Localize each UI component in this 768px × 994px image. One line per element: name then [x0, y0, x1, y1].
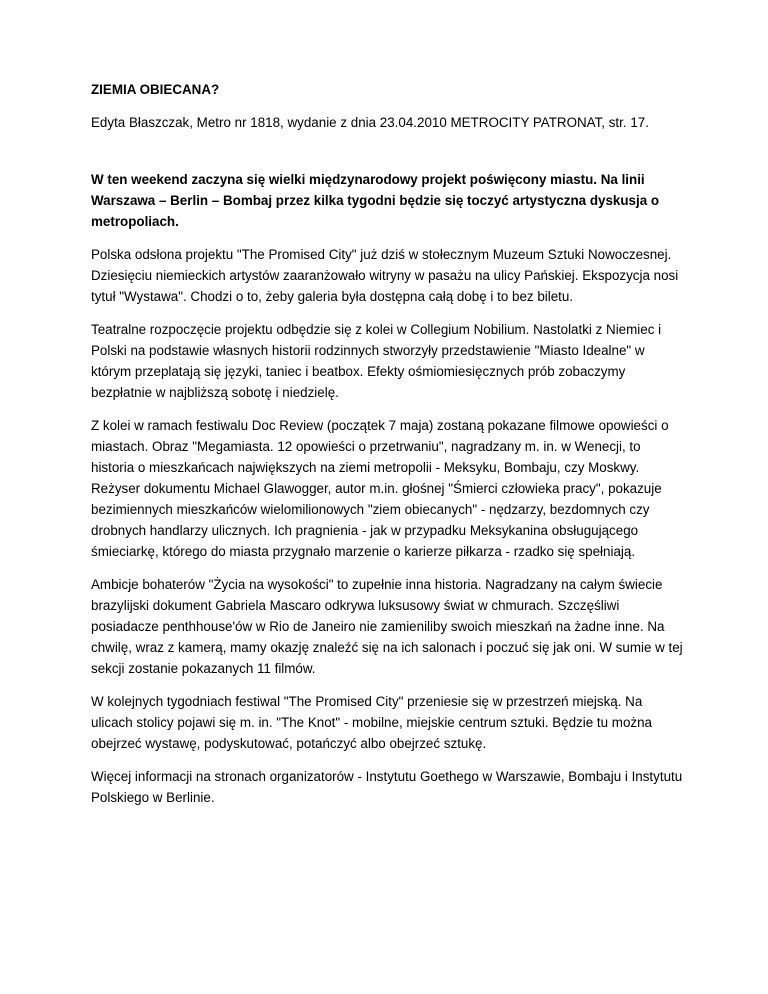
- article-title: ZIEMIA OBIECANA?: [91, 82, 220, 97]
- article-paragraph: Teatralne rozpoczęcie projektu odbędzie się z kolei w Collegium Nobilium. Nastolatki z Niemiec i Polski na podstawie własnych historii rodzinnych stworzyły przedstawienie "Miasto Idealne" w którym przeplatają się języki, taniec i beatbox. Efekty ośmiomiesięcznych prób zobaczymy bezpłatnie w najbliższą sobotę i niedzielę.: [91, 322, 662, 400]
- article-paragraph: Ambicje bohaterów "Życia na wysokości" to zupełnie inna historia. Nagradzany na całym świecie brazylijski dokument Gabriela Mascaro odkrywa luksusowy świat w chmurach. Szczęśliwi posiadacze penthhouse'ów w Rio de Janeiro nie zamieniliby swoich mieszkań na żadne inne. Na chwilę, wraz z kamerą, mamy okazję znaleźć się na ich salonach i poczuć się jak oni. W sumie w tej sekcji zostanie pokazanych 11 filmów.: [91, 577, 683, 676]
- article-lead: W ten weekend zaczyna się wielki międzynarodowy projekt poświęcony miastu. Na linii Warszawa – Berlin – Bombaj przez kilka tygodni będzie się toczyć artystyczna dyskusja o metropoliach.: [91, 172, 660, 229]
- article-paragraph: Więcej informacji na stronach organizatorów - Instytutu Goethego w Warszawie, Bombaju i Instytutu Polskiego w Berlinie.: [91, 769, 683, 805]
- article-byline: Edyta Błaszczak, Metro nr 1818, wydanie z dnia 23.04.2010 METROCITY PATRONAT, str. 17.: [91, 115, 649, 130]
- article-paragraph: Polska odsłona projektu "The Promised City" już dziś w stołecznym Muzeum Sztuki Nowoczesnej. Dziesięciu niemieckich artystów zaaranżowało witryny w pasażu na ulicy Pańskiej. Ekspozycja nosi tytuł "Wystawa". Chodzi o to, żeby galeria była dostępna całą dobę i to bez biletu.: [91, 247, 679, 304]
- article-paragraph: Z kolei w ramach festiwalu Doc Review (początek 7 maja) zostaną pokazane filmowe opowieści o miastach. Obraz "Megamiasta. 12 opowieści o przetrwaniu", nagradzany m. in. w Wenecji, to historia o mieszkańcach największych na ziemi metropolii - Meksyku, Bombaju, czy Moskwy. Reżyser dokumentu Michael Glawogger, autor m.in. głośnej "Śmierci człowieka pracy", pokazuje bezimiennych mieszkańców wielomilionowych "ziem obiecanych" - nędzarzy, bezdomnych czy drobnych handlarzy ulicznych. Ich pragnienia - jak w przypadku Meksykanina obsługującego śmieciarkę, którego do miasta przygnało marzenie o karierze piłkarza - rzadko się spełniają.: [91, 418, 669, 559]
- article-paragraph: W kolejnych tygodniach festiwal "The Promised City" przeniesie się w przestrzeń miejską. Na ulicach stolicy pojawi się m. in. "The Knot" - mobilne, miejskie centrum sztuki. Będzie tu można obejrzeć wystawę, podyskutować, potańczyć albo obejrzeć sztukę.: [91, 694, 652, 751]
- document-page: [91, 79, 687, 820]
